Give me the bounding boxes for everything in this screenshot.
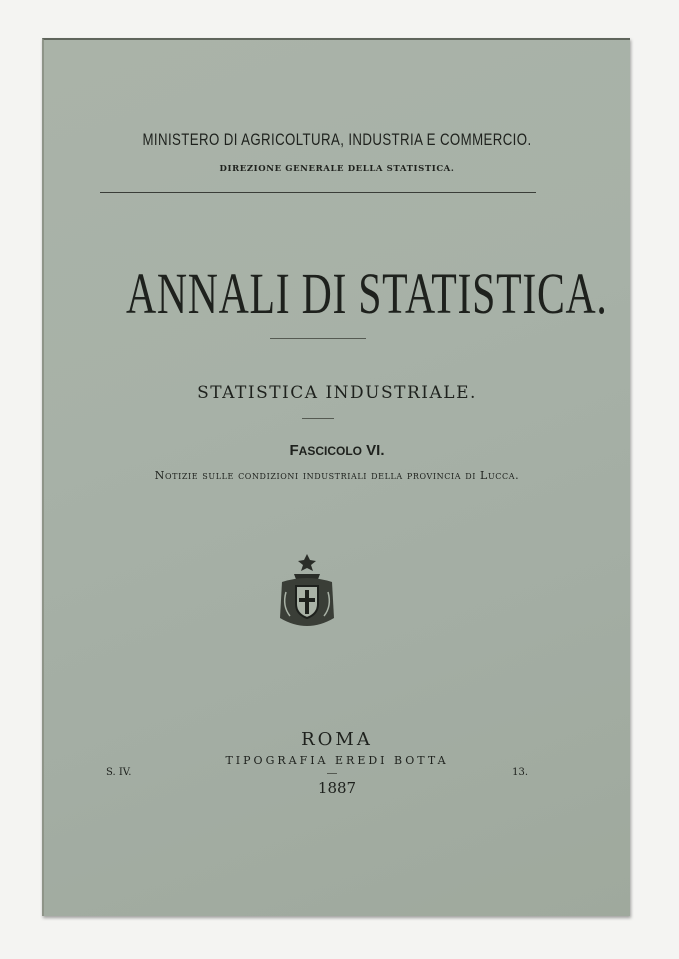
imprint-year: 1887 [317,779,357,797]
issue-number: 13. [512,767,528,778]
subtitle: STATISTICA INDUSTRIALE. [197,383,477,403]
book-cover [42,38,630,916]
coat-of-arms-icon [276,552,338,632]
description: Notizie sulle condizioni industriali della provincia di Lucca. [154,469,520,482]
directorate-heading: DIREZIONE GENERALE DELLA STATISTICA. [219,164,455,174]
fascicle-prefix-small: ASCICOLO [298,444,362,458]
main-title: ANNALI DI STATISTICA. [126,261,608,326]
short-rule [302,418,334,419]
ministry-heading: MINISTERO DI AGRICOLTURA, INDUSTRIA E COMMERCIO. [142,130,532,149]
series-label: S. IV. [106,767,132,778]
fascicle-number: VI. [362,442,385,459]
imprint-city: ROMA [301,729,373,750]
divider-rule [100,192,536,193]
fascicle-label [44,442,630,459]
ornament-rule [270,338,366,339]
imprint-printer: TIPOGRAFIA EREDI BOTTA [225,754,449,767]
fascicle-prefix: F [289,442,299,459]
dash-rule [327,773,337,774]
